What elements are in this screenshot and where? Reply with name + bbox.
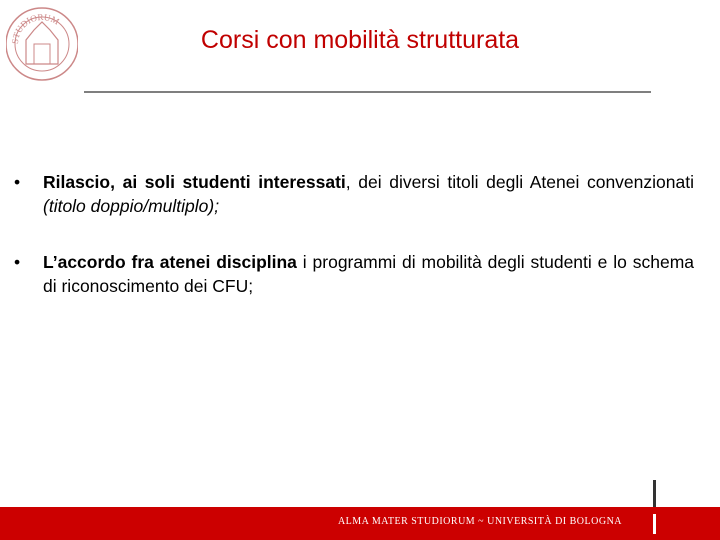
slide-title: Corsi con mobilità strutturata xyxy=(200,26,520,54)
footer-band xyxy=(0,507,720,540)
bullet-bold-text: Rilascio, ai soli studenti interessati xyxy=(43,172,346,192)
bullet-marker: • xyxy=(14,172,21,192)
footer-university-name: ALMA MATER STUDIORUM ~ UNIVERSITÀ DI BOLOGNA xyxy=(337,516,623,527)
bullet-item xyxy=(14,170,694,218)
bullet-list xyxy=(14,170,694,330)
seal-lettering: STUDIORUM xyxy=(9,11,61,45)
bullet-bold-text: L’accordo fra atenei disciplina xyxy=(43,252,297,272)
bullet-text: , dei diversi titoli degli Atenei convenzionati xyxy=(345,172,694,192)
footer-divider-gap xyxy=(653,514,656,534)
bullet-text: i programmi di mobilità degli studenti e lo schema di riconoscimento dei CFU; xyxy=(43,252,695,296)
title-divider xyxy=(84,91,651,93)
bullet-item xyxy=(14,250,694,298)
university-seal-logo xyxy=(6,0,78,88)
bullet-italic-text: (titolo doppio/multiplo); xyxy=(43,196,220,216)
bullet-marker: • xyxy=(14,252,21,272)
